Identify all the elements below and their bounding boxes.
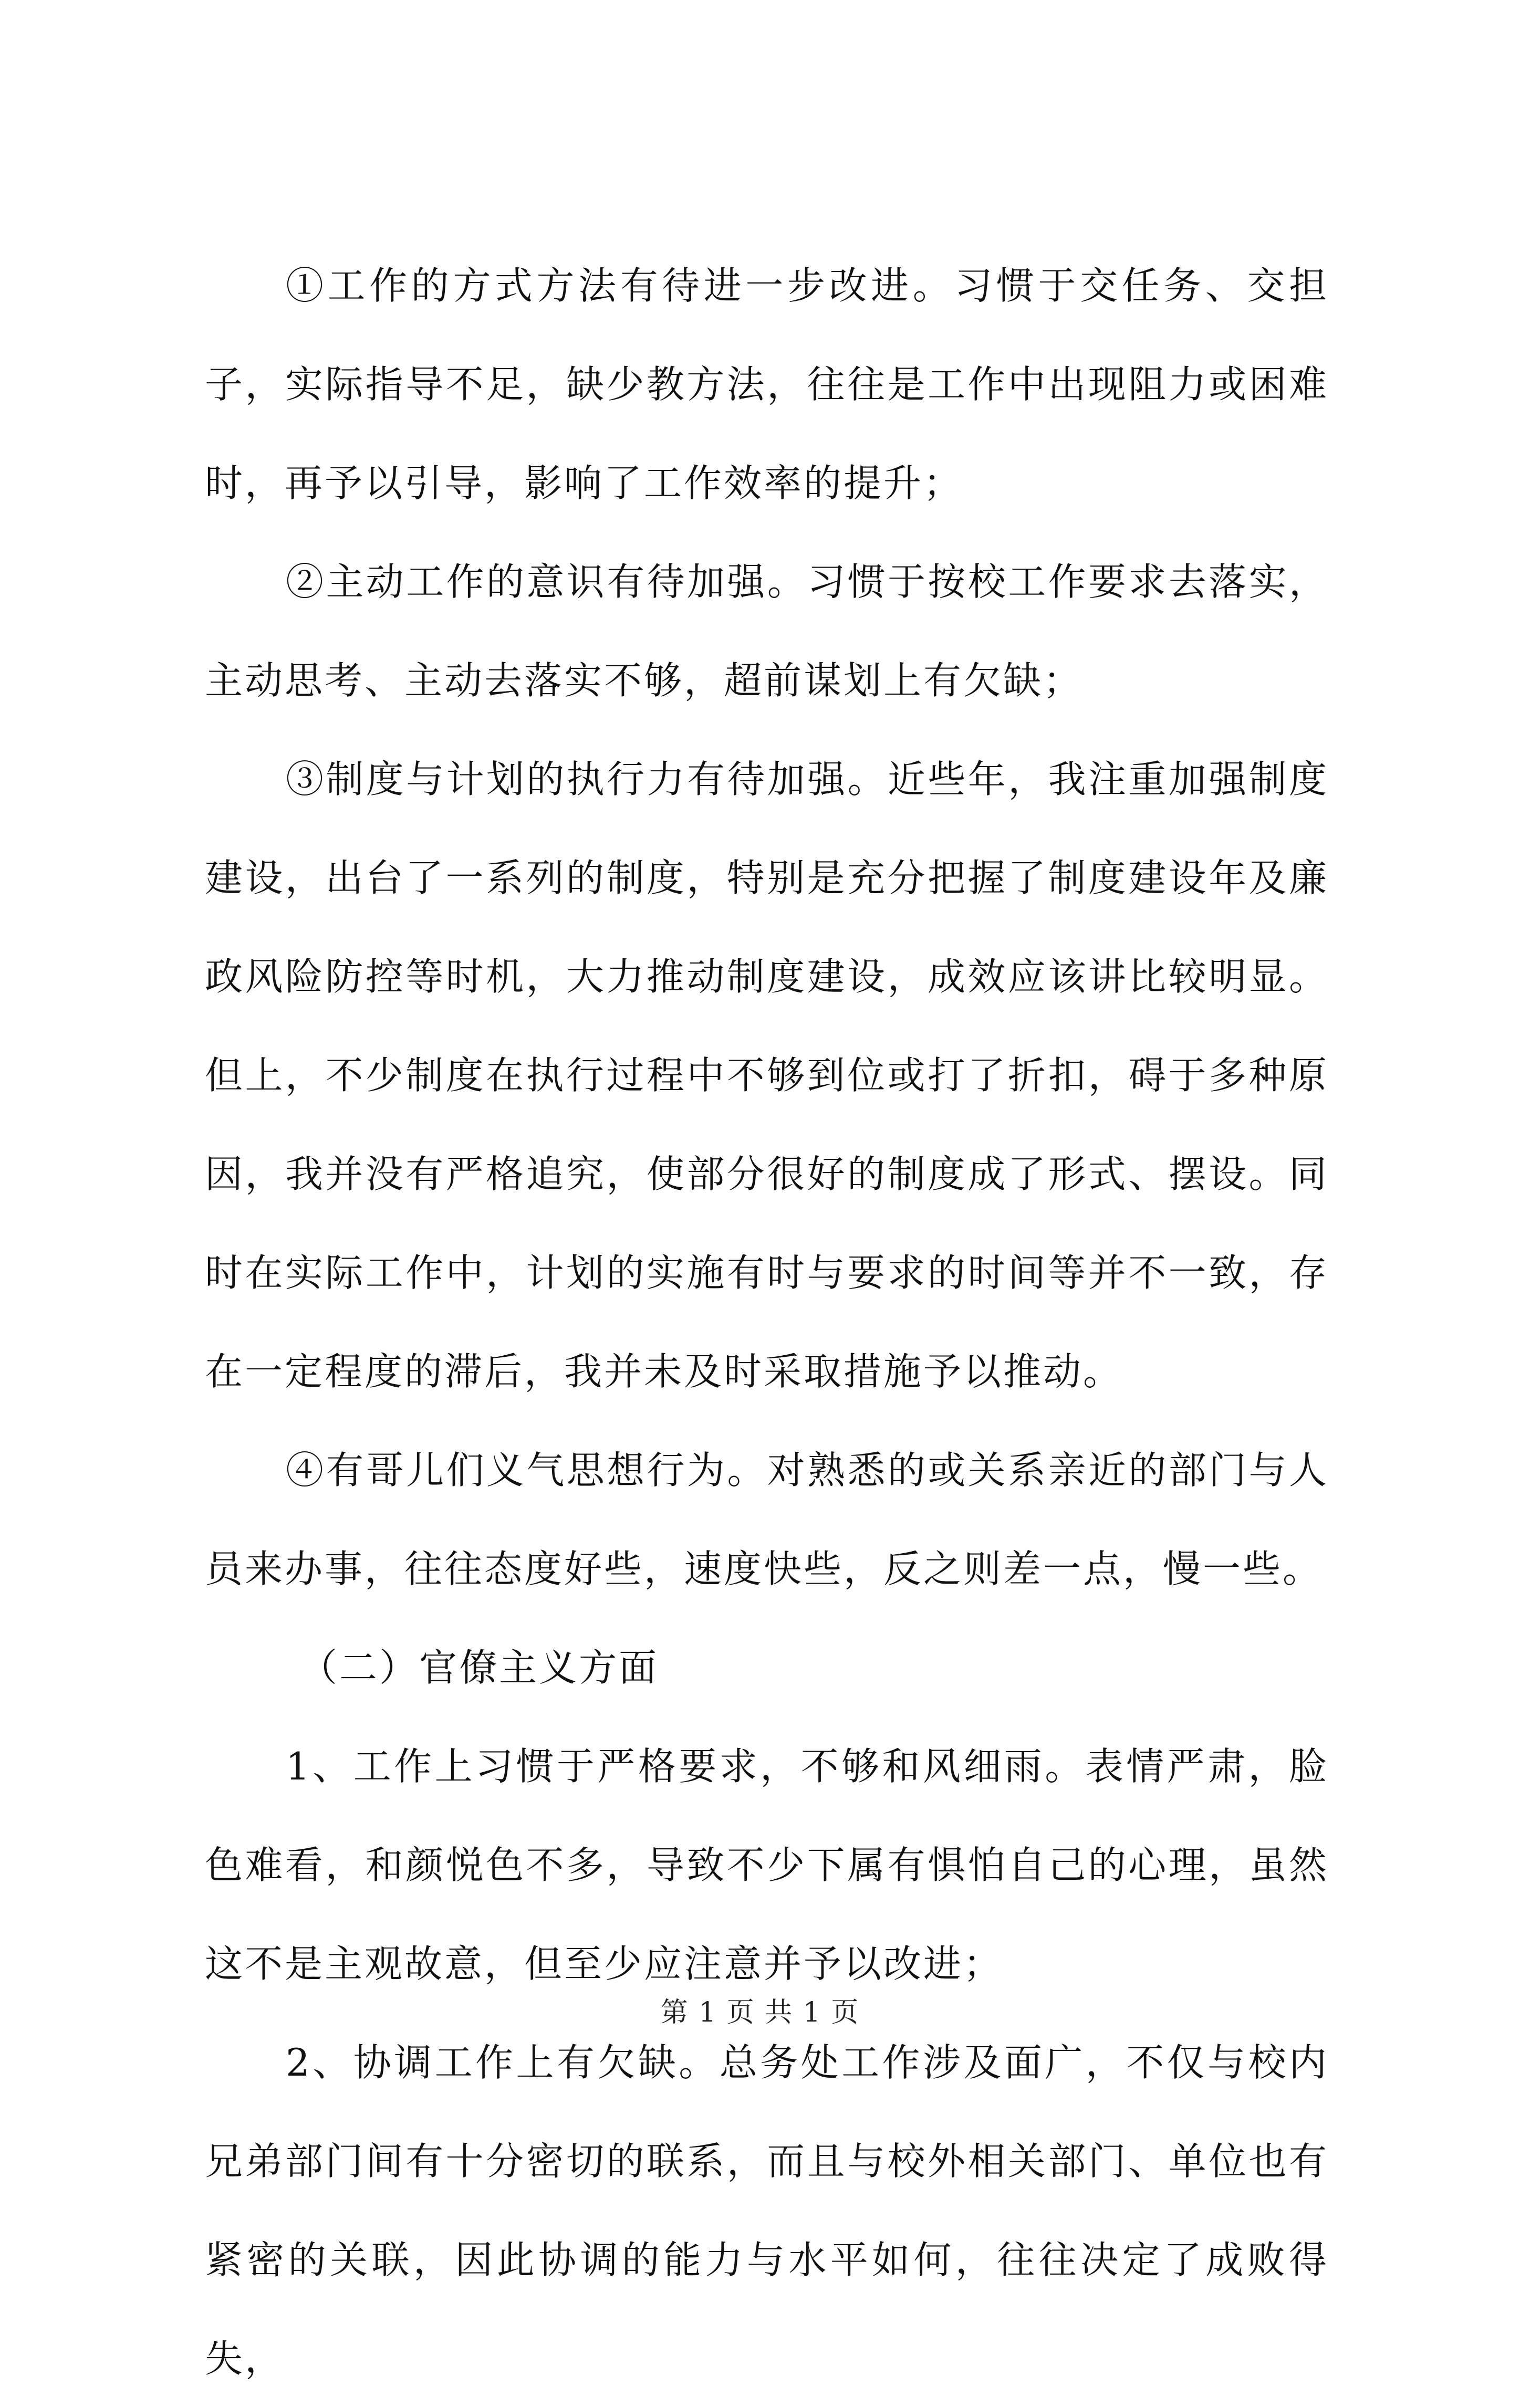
page-footer: 第 1 页 共 1 页 (660, 1997, 860, 2028)
paragraph-coordination: 2、协调工作上有欠缺。总务处工作涉及面广，不仅与校内兄弟部门间有十分密切的联系，而且与校外相关部门、单位也有紧密的关联，因此协调的能力与水平如何，往往决定了成败得失， (205, 2040, 1329, 2381)
paragraph-strict-requirements: 1、工作上习惯于严格要求，不够和风细雨。表情严肃，脸色难看，和颜悦色不多，导致不少下属有惧怕自己的心理，虽然这不是主观故意，但至少应注意并予以改进； (205, 1744, 1329, 1986)
paragraph-favoritism: ④有哥儿们义气思想行为。对熟悉的或关系亲近的部门与人员来办事，往往态度好些，速度快些，反之则差一点，慢一些。 (205, 1448, 1329, 1591)
section-heading-bureaucracy: （二）官僚主义方面 (299, 1646, 659, 1690)
document-body (205, 236, 1329, 2408)
paragraph-method-improvement: ①工作的方式方法有待进一步改进。习惯于交任务、交担子，实际指导不足，缺少教方法，往往是工作中出现阻力或困难时，再予以引导，影响了工作效率的提升； (205, 264, 1329, 505)
paragraph-execution: ③制度与计划的执行力有待加强。近些年，我注重加强制度建设，出台了一系列的制度，特别是充分把握了制度建设年及廉政风险防控等时机，大力推动制度建设，成效应该讲比较明显。但上，不少制度在执行过程中不够到位或打了折扣，碍于多种原因，我并没有严格追究，使部分很好的制度成了形式、摆设。同时在实际工作中，计划的实施有时与要求的时间等并不一致，存在一定程度的滞后，我并未及时采取措施予以推动。 (205, 757, 1329, 1394)
paragraph-initiative: ②主动工作的意识有待加强。习惯于按校工作要求去落实，主动思考、主动去落实不够，超前谋划上有欠缺； (205, 560, 1329, 703)
